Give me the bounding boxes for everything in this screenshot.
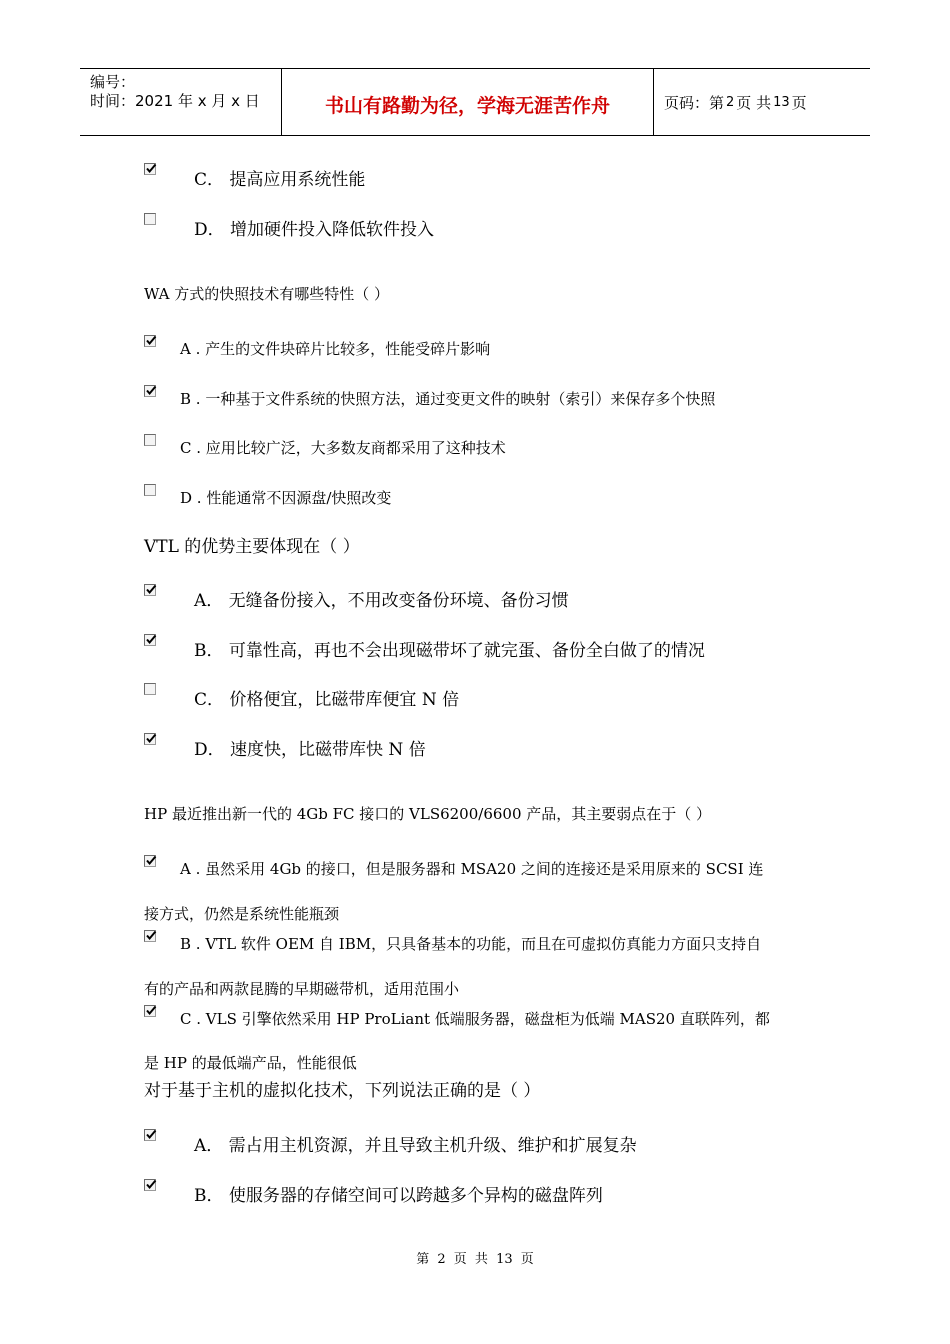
page-current: 2 <box>726 94 735 110</box>
footer-suffix: 页 <box>520 1252 534 1267</box>
checkmark-icon <box>145 733 157 745</box>
option-label: B . 一种基于文件系统的快照方法，通过变更文件的映射（索引）来保存多个快照 <box>180 390 716 408</box>
option-continuation: 是 HP 的最低端产品，性能很低 <box>144 1054 357 1072</box>
unchecked-checkbox[interactable] <box>144 434 156 446</box>
checked-checkbox[interactable] <box>144 1129 156 1141</box>
checked-checkbox[interactable] <box>144 584 156 596</box>
checked-checkbox[interactable] <box>144 163 156 175</box>
header-motto: 书山有路勤为径，学海无涯苦作舟 <box>282 69 654 135</box>
checkmark-icon <box>145 1005 157 1017</box>
document-date: 时间：2021 年 x 月 x 日 <box>90 92 260 110</box>
option-label: A . 虽然采用 4Gb 的接口，但是服务器和 MSA20 之间的连接还是采用原来的 SCSI 连 <box>180 860 764 878</box>
checkmark-icon <box>145 385 157 397</box>
option-label: C . 应用比较广泛，大多数友商都采用了这种技术 <box>180 439 506 457</box>
option-continuation: 接方式，仍然是系统性能瓶颈 <box>144 905 340 923</box>
question-vtl: VTL 的优势主要体现在（ ） <box>144 537 360 557</box>
checkmark-icon <box>145 855 157 867</box>
option-label: C． 价格便宜，比磁带库便宜 N 倍 <box>194 690 460 710</box>
footer-current: 2 <box>437 1252 446 1267</box>
checked-checkbox[interactable] <box>144 385 156 397</box>
option-label: D． 速度快，比磁带库快 N 倍 <box>194 740 426 760</box>
unchecked-checkbox[interactable] <box>144 213 156 225</box>
checked-checkbox[interactable] <box>144 1005 156 1017</box>
unchecked-checkbox[interactable] <box>144 484 156 496</box>
document-number-label: 编号： <box>90 73 136 91</box>
checked-checkbox[interactable] <box>144 335 156 347</box>
checkmark-icon <box>145 930 157 942</box>
option-label: A． 需占用主机资源，并且导致主机升级、维护和扩展复杂 <box>194 1136 637 1156</box>
option-label: A． 无缝备份接入，不用改变备份环境、备份习惯 <box>194 591 569 611</box>
footer-prefix: 第 <box>416 1252 430 1267</box>
checked-checkbox[interactable] <box>144 634 156 646</box>
header-page-info <box>654 69 870 135</box>
page-total: 13 <box>773 94 790 110</box>
footer-total: 13 <box>496 1252 513 1267</box>
page-header <box>80 68 870 136</box>
checkmark-icon <box>145 1129 157 1141</box>
checkmark-icon <box>145 584 157 596</box>
option-label: B． 可靠性高，再也不会出现磁带坏了就完蛋、备份全白做了的情况 <box>194 641 705 661</box>
question-hp-vls: HP 最近推出新一代的 4Gb FC 接口的 VLS6200/6600 产品，其主要弱点在于（ ） <box>144 805 712 823</box>
checked-checkbox[interactable] <box>144 1179 156 1191</box>
checkmark-icon <box>145 1179 157 1191</box>
option-continuation: 有的产品和两款昆腾的早期磁带机，适用范围小 <box>144 980 460 998</box>
option-label: A . 产生的文件块碎片比较多，性能受碎片影响 <box>180 340 491 358</box>
option-label: D . 性能通常不因源盘/快照改变 <box>180 489 392 507</box>
checked-checkbox[interactable] <box>144 855 156 867</box>
checked-checkbox[interactable] <box>144 930 156 942</box>
option-label: B . VTL 软件 OEM 自 IBM，只具备基本的功能，而且在可虚拟仿真能力方面只支持自 <box>180 935 762 953</box>
unchecked-checkbox[interactable] <box>144 683 156 695</box>
page-footer <box>0 1248 950 1267</box>
checked-checkbox[interactable] <box>144 733 156 745</box>
checkmark-icon <box>145 335 157 347</box>
option-label: D． 增加硬件投入降低软件投入 <box>194 220 435 240</box>
option-label: C . VLS 引擎依然采用 HP ProLiant 低端服务器，磁盘柜为低端 MAS20 直联阵列，都 <box>180 1010 770 1028</box>
page-label-prefix: 页码：第 <box>664 93 725 112</box>
footer-mid: 页 共 <box>453 1252 488 1267</box>
page-label-mid: 页 共 <box>736 93 772 112</box>
question-host-virtualization: 对于基于主机的虚拟化技术，下列说法正确的是（ ） <box>144 1081 541 1101</box>
checkmark-icon <box>145 163 157 175</box>
question-snapshot: WA 方式的快照技术有哪些特性（ ） <box>144 285 390 303</box>
header-meta <box>80 69 282 135</box>
checkmark-icon <box>145 634 157 646</box>
option-label: C． 提高应用系统性能 <box>194 170 366 190</box>
page-label-suffix: 页 <box>791 93 807 112</box>
option-label: B． 使服务器的存储空间可以跨越多个异构的磁盘阵列 <box>194 1186 603 1206</box>
